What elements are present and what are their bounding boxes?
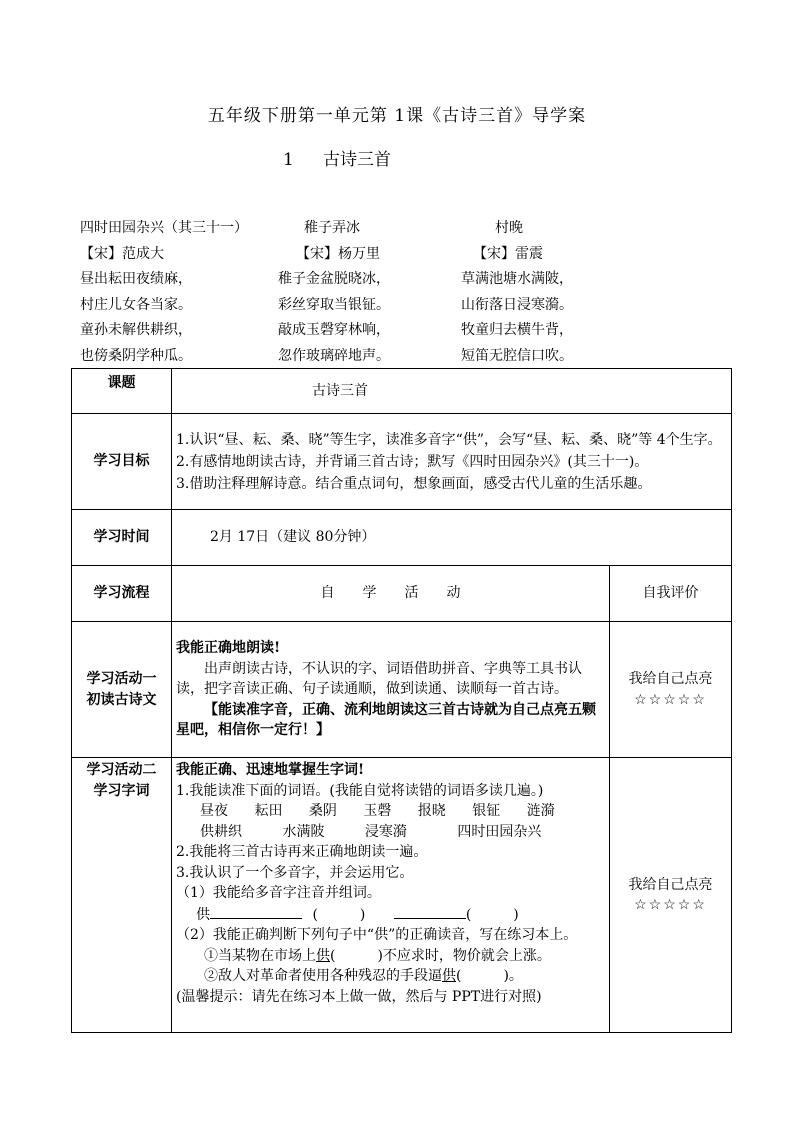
poem-title: 村晚: [495, 220, 523, 236]
word-paren: ( ): [312, 906, 366, 923]
vocab-word: 报晓: [417, 803, 446, 819]
sub-task-2: （2）我能正确判断下列句子中“供”的正确读音，写在练习本上。: [176, 927, 578, 943]
activity-1-content: [172, 622, 610, 758]
activity-2-eval: [610, 758, 732, 1033]
activity-2-label-line1: 学习活动二: [86, 762, 157, 778]
poem-2: [278, 216, 390, 370]
activity-1-heading: 我能正确地朗读!: [176, 640, 281, 657]
activity-1-label: [72, 622, 172, 758]
activity-1-label-line1: 学习活动一: [86, 671, 157, 687]
lesson-name: 古诗三首: [323, 150, 391, 170]
flow-label: 学习流程: [72, 566, 172, 622]
activity-1-label-line2: 初读古诗文: [86, 691, 157, 708]
goals-cell: [172, 414, 732, 510]
word-list-2: [176, 822, 605, 843]
topic-label: 课题: [72, 369, 172, 414]
poem-line: 短笛无腔信口吹。: [461, 347, 573, 364]
underlined-char: 供: [316, 947, 330, 964]
poem-title: 四时田园杂兴（其三十一）: [80, 220, 248, 236]
word-list-1: [176, 801, 605, 822]
poem-line: 也傍桑阴学种瓜。: [80, 347, 192, 364]
activity-1-body: 出声朗读古诗，不认识的字、词语借助拼音、字典等工具书认读，把字音读正确、句子读通顺，做到读通、读顺每一首古诗。: [176, 660, 582, 698]
topic-row: [72, 369, 732, 414]
study-guide-table: [71, 368, 732, 1033]
poem-line: 稚子金盆脱晓冰，: [278, 271, 390, 288]
activity-2-label: [72, 758, 172, 1033]
eval-text: 我给自己点亮: [628, 876, 713, 893]
lesson-number: 1: [283, 150, 294, 170]
goal-item: 3.借助注释理解诗意。结合重点词句，想象画面，感受古代儿童的生活乐趣。: [176, 475, 652, 492]
sentence-text: ②敌人对革命者使用各种残忍的手段逼: [204, 968, 442, 984]
vocab-word: 桑阴: [308, 803, 337, 819]
poem-author: 【宋】杨万里: [296, 245, 380, 262]
word-paren: ( ): [465, 906, 519, 923]
sentence-2: [176, 966, 605, 987]
poem-1: [80, 216, 248, 370]
activity-1-eval: [610, 622, 732, 758]
page-title: 五年级下册第一单元第 1课《古诗三首》导学案: [207, 106, 587, 126]
pinyin-blank[interactable]: [210, 904, 302, 919]
vocab-word: 耘田: [254, 803, 283, 819]
goal-item: 2.有感情地朗读古诗，并背诵三首古诗；默写《四时田园杂兴》(其三十一)。: [176, 453, 649, 470]
sub-task-1: （1）我能给多音字注音并组词。: [176, 885, 381, 901]
vocab-word: 四时田园杂兴: [457, 823, 542, 840]
sentence-text: ( )。: [456, 968, 523, 984]
polyphone-char: 供: [196, 906, 210, 923]
eval-text: 我给自己点亮: [628, 671, 713, 687]
lesson-subtitle: [283, 145, 391, 170]
vocab-word: 供耕织: [200, 823, 242, 840]
hint-text: (温馨提示：请先在练习本上做一做，然后与 PPT进行对照): [176, 988, 542, 1005]
time-value: 2月 17日（建议 80分钟）: [172, 510, 732, 566]
poem-author: 【宋】雷震: [473, 245, 543, 262]
activity-2-row: [72, 758, 732, 1033]
vocab-word: 涟漪: [526, 803, 555, 819]
vocab-item-3: 3.我认识了一个多音字，并会运用它。: [176, 864, 414, 881]
goals-row: [72, 414, 732, 510]
goal-item: 1.认识“昼、耘、桑、晓”等生字，读准多音字“供”，会写“昼、耘、桑、晓”等 4个生字。: [176, 431, 722, 448]
poem-line: 敲成玉磬穿林响，: [278, 322, 390, 339]
rating-stars: ☆☆☆☆☆: [634, 897, 707, 913]
sentence-text: ①当某物在市场上: [204, 947, 316, 964]
vocab-word: 昼夜: [200, 803, 228, 819]
poem-line: 童孙未解供耕织，: [80, 322, 192, 339]
vocab-item-1: 1.我能读准下面的词语。(我能自觉将读错的词语多读几遍。): [176, 782, 544, 799]
pinyin-blank[interactable]: [394, 904, 466, 919]
time-label: 学习时间: [72, 510, 172, 566]
activity-2-heading: 我能正确、迅速地掌握生字词!: [176, 762, 365, 778]
topic-value: 古诗三首: [172, 369, 732, 414]
vocab-word: 水满陂: [282, 823, 325, 840]
flow-header-row: [72, 566, 732, 622]
activity-header: 自 学 活 动: [172, 566, 610, 622]
underlined-char: 供: [442, 968, 456, 984]
poem-author: 【宋】范成大: [80, 245, 164, 262]
sentence-1: [176, 946, 605, 967]
vocab-item-2: 2.我能将三首古诗再来正确地朗读一遍。: [176, 844, 428, 860]
poem-line: 草满池塘水满陂，: [461, 271, 573, 288]
rating-stars: ☆☆☆☆☆: [634, 691, 707, 708]
poem-line: 牧童归去横牛背，: [461, 322, 573, 339]
poem-line: 昼出耘田夜绩麻，: [80, 271, 192, 288]
vocab-word: 银钲: [472, 803, 501, 819]
fill-in-row: [176, 904, 605, 926]
vocab-word: 玉磬: [363, 803, 392, 819]
poem-title: 稚子弄冰: [304, 220, 360, 236]
vocab-word: 浸寒漪: [364, 823, 407, 840]
activity-2-label-line2: 学习字词: [93, 782, 150, 799]
goals-label: 学习目标: [72, 414, 172, 510]
activity-1-tip: 【能读准字音，正确、流利地朗读这三首古诗就为自己点亮五颗星吧，相信你一定行！】: [176, 701, 596, 739]
activity-1-row: [72, 622, 732, 758]
sentence-text: ( )不应求时，物价就会上涨。: [330, 947, 551, 964]
poem-line: 忽作玻璃碎地声。: [278, 347, 390, 364]
poem-line: 村庄儿女各当家。: [80, 296, 192, 313]
poem-line: 彩丝穿取当银钲。: [278, 296, 390, 313]
poem-line: 山衔落日浸寒漪。: [461, 296, 573, 313]
poem-3: [461, 216, 573, 370]
time-row: [72, 510, 732, 566]
activity-2-content: [172, 758, 610, 1033]
eval-header: 自我评价: [610, 566, 732, 622]
